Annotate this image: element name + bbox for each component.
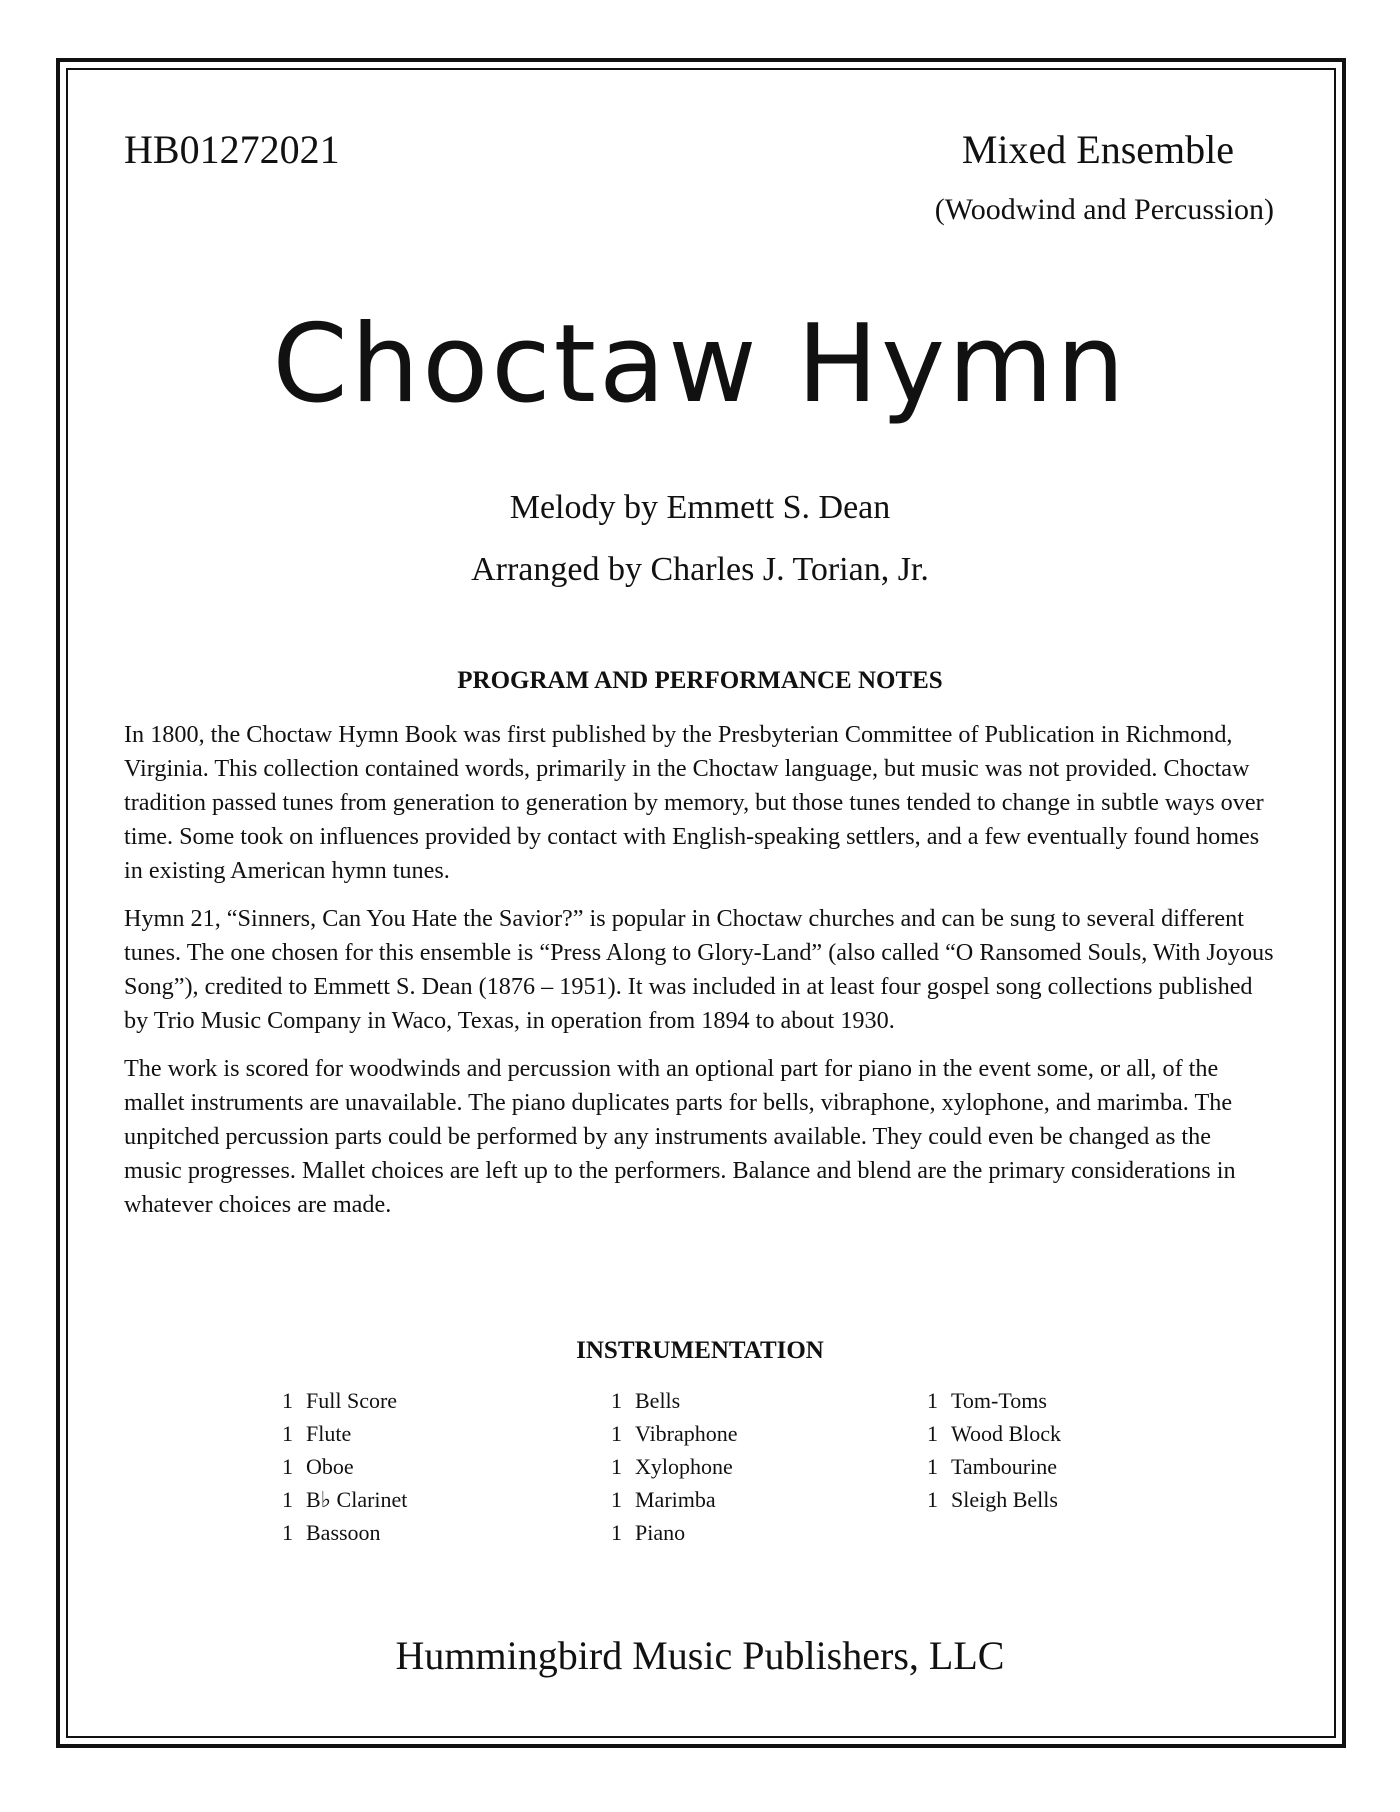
instrumentation-column	[927, 1384, 1187, 1516]
instrument-item	[927, 1483, 1187, 1516]
instrument-name: Tom-Toms	[951, 1388, 1047, 1413]
melody-credit: Melody by Emmett S. Dean	[509, 489, 891, 526]
instrument-quantity: 1	[927, 1421, 938, 1446]
instrument-name: Wood Block	[951, 1421, 1062, 1446]
instrument-quantity: 1	[611, 1454, 622, 1479]
instrument-quantity: 1	[282, 1454, 293, 1479]
instrument-item	[611, 1450, 871, 1483]
notes-paragraph: Hymn 21, “Sinners, Can You Hate the Savior?” is popular in Choctaw churches and can be sung to several different tunes. The one chosen for this ensemble is “Press Along to Glory-Land” (also called “O Ransomed Souls, With Joyous Song”), credited to Emmett S. Dean (1876 – 1951). It was included in at least four gospel song collections published by Trio Music Company in Waco, Texas, in operation from 1894 to about 1930.	[124, 905, 1274, 1034]
instrument-quantity: 1	[282, 1487, 293, 1512]
program-notes	[124, 718, 1274, 1236]
instrument-name: Bassoon	[306, 1520, 381, 1545]
notes-paragraph: In 1800, the Choctaw Hymn Book was first published by the Presbyterian Committee of Publication in Richmond, Virginia. This collection contained words, primarily in the Choctaw language, but music was not provided. Choctaw tradition passed tunes from generation to generation by memory, but those tunes tended to change in subtle ways over time. Some took on influences provided by contact with English-speaking settlers, and a few eventually found homes in existing American hymn tunes.	[124, 721, 1264, 884]
instrument-name: Sleigh Bells	[951, 1487, 1058, 1512]
instrumentation-column	[282, 1384, 542, 1549]
instrument-item	[282, 1483, 542, 1516]
instrument-quantity: 1	[927, 1487, 938, 1512]
instrument-quantity: 1	[927, 1388, 938, 1413]
instrument-item	[611, 1516, 871, 1549]
instrument-name: Flute	[306, 1421, 352, 1446]
instrument-item	[282, 1384, 542, 1417]
instrument-item	[611, 1483, 871, 1516]
piece-title: Choctaw Hymn	[272, 302, 1128, 427]
instrument-name: Xylophone	[635, 1454, 733, 1479]
instrument-quantity: 1	[282, 1421, 293, 1446]
ensemble-detail: (Woodwind and Percussion)	[934, 193, 1274, 226]
notes-paragraph: The work is scored for woodwinds and percussion with an optional part for piano in the event some, or all, of the mallet instruments are unavailable. The piano duplicates parts for bells, vibraphone, xylophone, and marimba. The unpitched percussion parts could be performed by any instruments available. They could even be changed as the music progresses. Mallet choices are left up to the performers. Balance and blend are the primary considerations in whatever choices are made.	[124, 1055, 1236, 1218]
notes-heading: PROGRAM AND PERFORMANCE NOTES	[457, 667, 943, 694]
publisher-name: Hummingbird Music Publishers, LLC	[395, 1633, 1005, 1678]
instrument-item	[282, 1450, 542, 1483]
instrument-name: Bells	[635, 1388, 681, 1413]
instrument-name: B♭ Clarinet	[306, 1487, 408, 1512]
ensemble-type: Mixed Ensemble	[961, 127, 1234, 172]
instrument-item	[927, 1384, 1187, 1417]
instrument-name: Piano	[635, 1520, 686, 1545]
instrument-quantity: 1	[282, 1520, 293, 1545]
instrumentation-heading: INSTRUMENTATION	[576, 1337, 824, 1364]
instrument-name: Tambourine	[951, 1454, 1057, 1479]
instrument-quantity: 1	[282, 1388, 293, 1413]
instrument-item	[611, 1384, 871, 1417]
instrument-quantity: 1	[611, 1487, 622, 1512]
instrument-quantity: 1	[611, 1388, 622, 1413]
instrument-item	[927, 1417, 1187, 1450]
arranger-credit: Arranged by Charles J. Torian, Jr.	[471, 551, 929, 588]
instrument-name: Marimba	[635, 1487, 716, 1512]
instrument-item	[282, 1516, 542, 1549]
instrumentation-column	[611, 1384, 871, 1549]
instrument-item	[282, 1417, 542, 1450]
instrument-item	[927, 1450, 1187, 1483]
instrument-name: Oboe	[306, 1454, 354, 1479]
instrument-item	[611, 1417, 871, 1450]
instrument-quantity: 1	[611, 1520, 622, 1545]
catalog-number: HB01272021	[124, 127, 340, 172]
instrument-name: Vibraphone	[635, 1421, 738, 1446]
instrument-quantity: 1	[927, 1454, 938, 1479]
instrument-name: Full Score	[306, 1388, 398, 1413]
instrument-quantity: 1	[611, 1421, 622, 1446]
